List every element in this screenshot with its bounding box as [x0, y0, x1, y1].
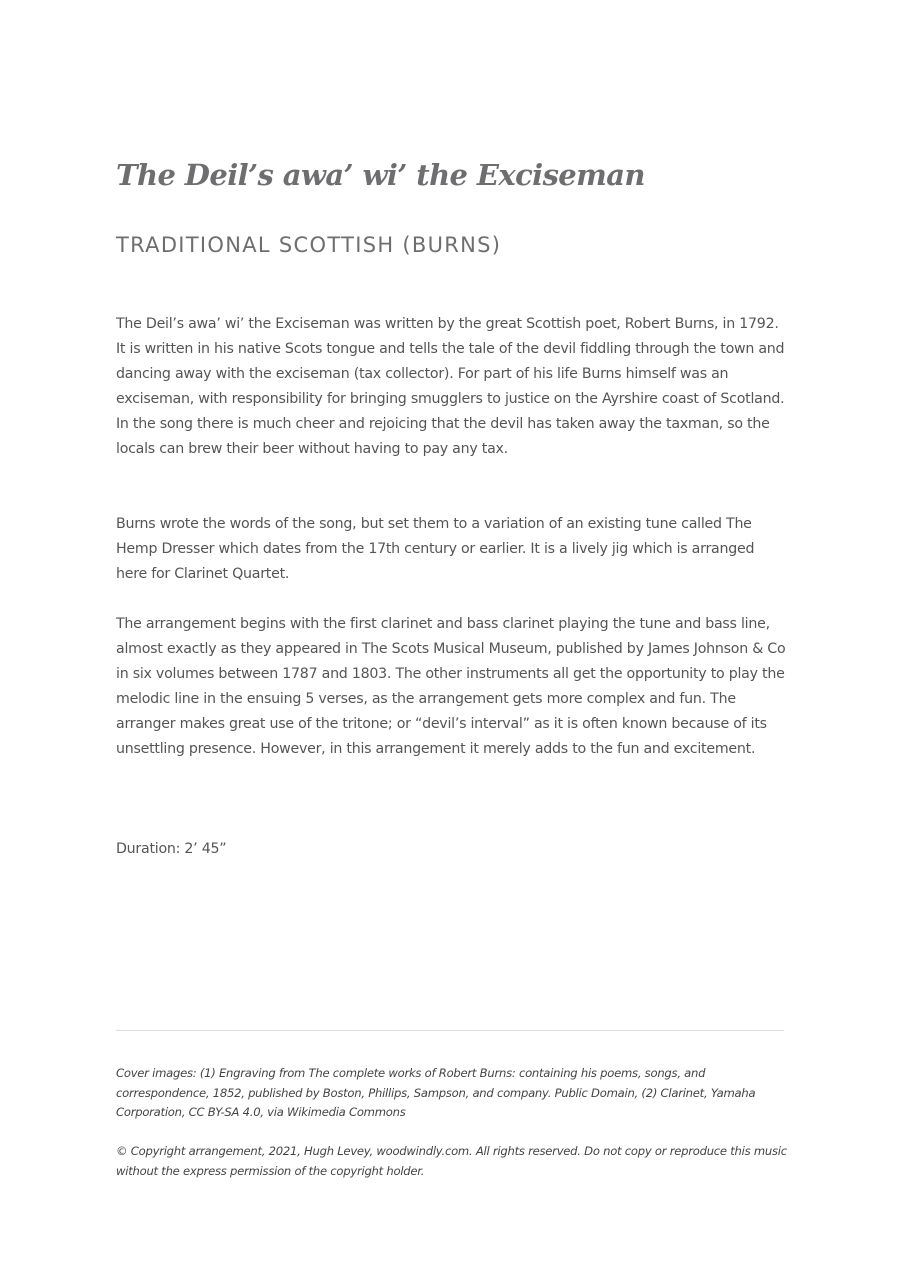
paragraph-tune: Burns wrote the words of the song, but set them to a variation of an existing tune called The Hemp Dresser which dates from the 17th century or earlier. It is a lively jig which is arranged here for Clarinet Quartet. — [116, 516, 755, 582]
cover-images-credit: Cover images: (1) Engraving from The complete works of Robert Burns: containing his poems, songs, and correspondence, 1852, published by Boston, Phillips, Sampson, and company. Public Domain, (2) Clarinet, Yamaha Corporation, CC BY-SA 4.0, via Wikimedia Commons — [116, 1066, 756, 1119]
paragraph-history: The Deil’s awa’ wi’ the Exciseman was written by the great Scottish poet, Robert Burns, in 1792. It is written in his native Scots tongue and tells the tale of the devil fiddling through the town and dancing away with the exciseman (tax collector). For part of his life Burns himself was an exciseman, with responsibility for bringing smugglers to justice on the Ayrshire coast of Scotland. In the song there is much cheer and rejoicing that the devil has taken away the taxman, so the locals can brew their beer without having to pay any tax. — [116, 316, 785, 457]
footer-divider — [116, 1030, 784, 1031]
page-title: The Deil’s awa’ wi’ the Exciseman — [116, 158, 645, 192]
paragraph-arrangement: The arrangement begins with the first clarinet and bass clarinet playing the tune and bass line, almost exactly as they appeared in The Scots Musical Museum, published by James Johnson & Co in six volumes between 1787 and 1803. The other instruments all get the opportunity to play the melodic line in the ensuing 5 verses, as the arrangement gets more complex and fun. The arranger makes great use of the tritone; or “devil’s interval” as it is often known because of its unsettling presence. However, in this arrangement it merely adds to the fun and excitement. — [116, 616, 786, 757]
copyright-notice: © Copyright arrangement, 2021, Hugh Levey, woodwindly.com. All rights reserved. Do not copy or reproduce this music without the express permission of the copyright holder. — [116, 1144, 787, 1178]
duration-text: Duration: 2’ 45” — [116, 841, 227, 857]
page-subtitle: TRADITIONAL SCOTTISH (BURNS) — [116, 233, 502, 257]
